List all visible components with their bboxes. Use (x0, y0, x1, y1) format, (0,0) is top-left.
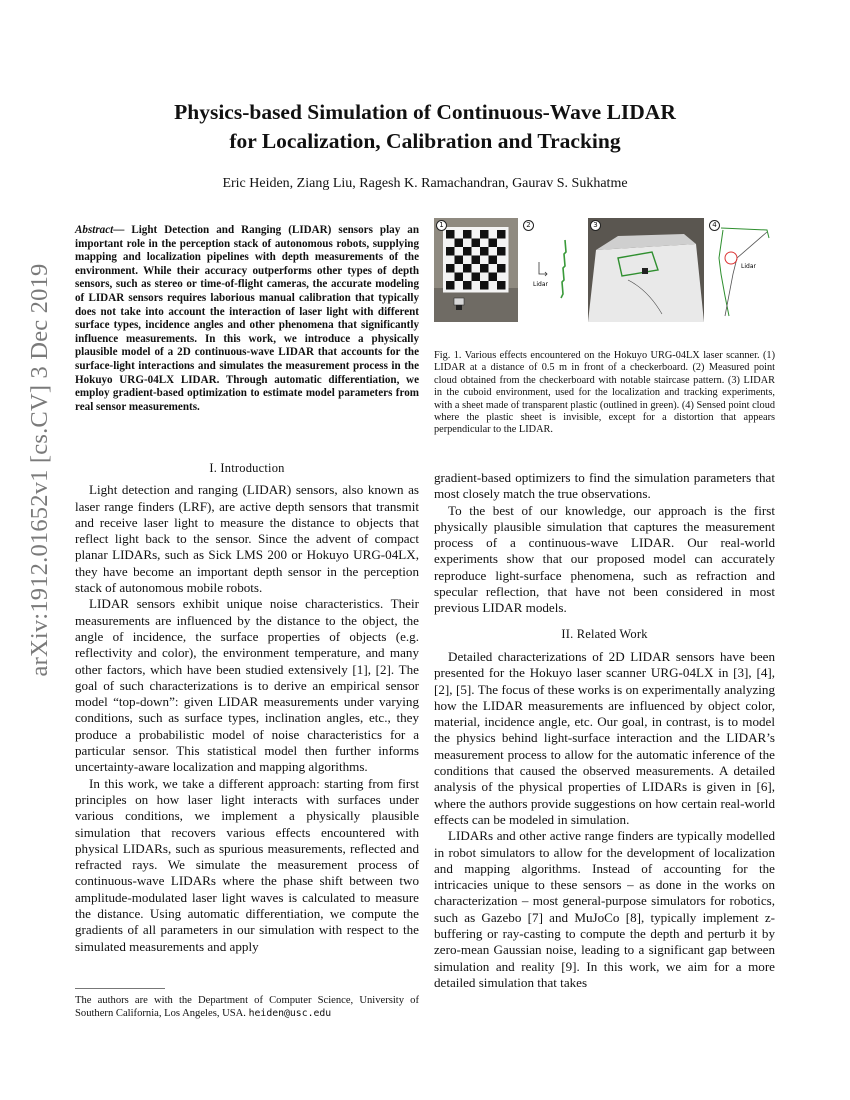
intro-continuation: gradient-based optimizers to find the simulation parameters that most closely match the true observations. (434, 470, 775, 502)
intro-paragraph-4: To the best of our knowledge, our approach is the first physically plausible simulation that captures the measurement process of a continuous-wave LIDAR. Our real-world experiments show that our proposed model can accurately reproduce light-surface phenomena, such as refraction and specular reflection, that have not been considered in most previous LIDAR models. (434, 502, 775, 616)
paper-title (75, 98, 775, 156)
checker-square (463, 281, 472, 290)
checker-square (489, 256, 498, 265)
related-paragraph-2: LIDARs and other active range finders are typically modelled in robot simulators to allow for the development of localization and mapping algorithms. Instead of accounting for the intricacies unique to these sensors – as done in the works on characterization – most general-purpose simulators for robotics, such as Gazebo [7] and MuJoCo [8], typically implement z-buffering or ray-casting to compute the depth and perturb it by zero-mean Gaussian noise, leading to a significant gap between simulation and reality [9]. In this work, we aim for a more detailed simulation that takes (434, 828, 775, 990)
lidar-label-panel4: Lidar (741, 263, 756, 270)
arxiv-identifier: arXiv:1912.01652v1 [cs.CV] 3 Dec 2019 (26, 263, 53, 677)
checker-square (446, 264, 455, 273)
panel-label-1: 1 (436, 220, 447, 231)
abstract (75, 224, 419, 414)
footnote-rule (75, 988, 165, 989)
panel-label-4: 4 (709, 220, 720, 231)
figure-panel-cuboid-environment (588, 218, 704, 322)
checker-square (497, 281, 506, 290)
checkerboard-image (443, 227, 509, 293)
checker-square (472, 273, 481, 282)
abstract-text: — Light Detection and Ranging (LIDAR) sensors play an important role in the perception stack of autonomous robots, supplying mapping and localization pipelines with depth measurements of the environment. While their accuracy outperforms other types of depth sensors, such as stereo or time-of-flight cameras, the accurate modeling of LIDAR sensors requires laborious manual calibration that typically does not take into account the interaction of laser light with different surface types, incidence angles and other phenomena that significantly influence measurements. In this work, we introduce a physically plausible model of a 2D continuous-wave LIDAR that accounts for the surface-light interactions and simulates the measurement process in the Hokuyo URG-04LX LIDAR. Through automatic differentiation, we employ gradient-based optimization to estimate model parameters from real sensor measurements. (75, 224, 419, 413)
title-line-1: Physics-based Simulation of Continuous-Wave LIDAR (174, 100, 676, 124)
footnote (75, 994, 419, 1020)
checker-square (455, 256, 464, 265)
panel-label-3: 3 (590, 220, 601, 231)
checker-square (497, 247, 506, 256)
checker-square (446, 230, 455, 239)
figure-panel-sensed-point-cloud (707, 218, 775, 322)
checker-square (480, 230, 489, 239)
arxiv-stamp (24, 260, 56, 680)
section-heading-related-work: II. Related Work (561, 626, 648, 641)
checker-square (480, 281, 489, 290)
checker-square (446, 281, 455, 290)
introduction-section (75, 460, 419, 955)
right-column-body (434, 470, 775, 991)
checker-square (472, 256, 481, 265)
abstract-lead: Abstract (75, 224, 114, 236)
intro-paragraph-3: In this work, we take a different approach: starting from first principles on how laser light interacts with surfaces under various conditions, we implement a physically plausible simulation that recovers various effects encountered with physical LIDARs, such as spurious measurements, reflected and refracted rays. We simulate the measurement process of continuous-wave LIDARs where the phase shift between two amplitude-modulated laser light waves is calculated to measure the distance. Using automatic differentiation, we compute the gradients of all parameters in our simulation with respect to the simulated measurements and apply (75, 775, 419, 954)
footnote-email: heiden@usc.edu (248, 1008, 332, 1019)
checker-square (446, 247, 455, 256)
checker-square (489, 273, 498, 282)
figure-caption: Fig. 1. Various effects encountered on the Hokuyo URG-04LX laser scanner. (1) LIDAR at a distance of 0.5 m in front of a checkerboard. (2) Measured point cloud obtained from the checkerboard with notable staircase pattern. (3) LIDAR in the cuboid environment, used for the localization and tracking experiments, with a sheet made of transparent plastic (outlined in green). (4) Sensed point cloud where the plastic sheet is invisible, except for a distortion that appears perpendicular to the LIDAR. (434, 350, 775, 436)
figure-panel-checkerboard (434, 218, 518, 322)
intro-paragraph-1: Light detection and ranging (LIDAR) sensors, also known as laser range finders (LRF), are active depth sensors that transmit and receive laser light to measure the distance to objects that reflect light back to the sensor. Since the advent of compact planar LIDARs, such as Sick LMS 200 or Hokuyo URG-04LX, they have become an important depth sensor in the perception stack of autonomous mobile robots. (75, 482, 419, 596)
checker-square (480, 247, 489, 256)
figure-1 (434, 218, 775, 322)
checker-square (497, 230, 506, 239)
figure-panel-point-cloud (521, 218, 585, 322)
checker-square (472, 239, 481, 248)
checker-square (463, 264, 472, 273)
checker-square (455, 239, 464, 248)
checker-square (497, 264, 506, 273)
footnote-affiliation: The authors are with the Department of Computer Science, University of Southern California, Los Angeles, USA. (75, 995, 419, 1019)
checker-square (463, 247, 472, 256)
title-line-2: for Localization, Calibration and Tracking (229, 129, 621, 153)
checker-square (463, 230, 472, 239)
author-list: Eric Heiden, Ziang Liu, Ragesh K. Ramachandran, Gaurav S. Sukhatme (222, 176, 628, 191)
intro-paragraph-2: LIDAR sensors exhibit unique noise characteristics. Their measurements are influenced by the distance to the object, the angle of incidence, the surface properties of objects (e.g. reflectivity and color), the environment temperature, and many other factors, which have been studied extensively [1], [2]. The goal of such characterizations is to derive an empirical sensor model “top-down”: given LIDAR measurements under varying conditions, such as surface types, inclination angles, etc., they produce a probabilistic model of noise characteristics for a particular sensor. This statistical model then further informs uncertainty-aware localization and mapping algorithms. (75, 596, 419, 775)
related-paragraph-1: Detailed characterizations of 2D LIDAR sensors have been presented for the Hokuyo laser scanner URG-04LX in [3], [4], [2], [5]. The focus of these works is on experimentally analyzing how the LIDAR measurements are influenced by object color, material, incidence angle, etc. Our goal, in contrast, is to model the physics behind light-surface interaction and the LIDAR’s measurement process to allow for the automatic inference of the conditions that caused the observed measurements. A detailed analysis of the physical properties of LIDARs is given in [6], where the authors provide suggestions on how certain real-world effects can be modeled in simulation. (434, 648, 775, 827)
lidar-label-panel2: Lidar (533, 281, 548, 288)
checker-square (455, 273, 464, 282)
checker-square (480, 264, 489, 273)
checker-square (489, 239, 498, 248)
section-heading-introduction: I. Introduction (209, 461, 285, 475)
panel-label-2: 2 (523, 220, 534, 231)
